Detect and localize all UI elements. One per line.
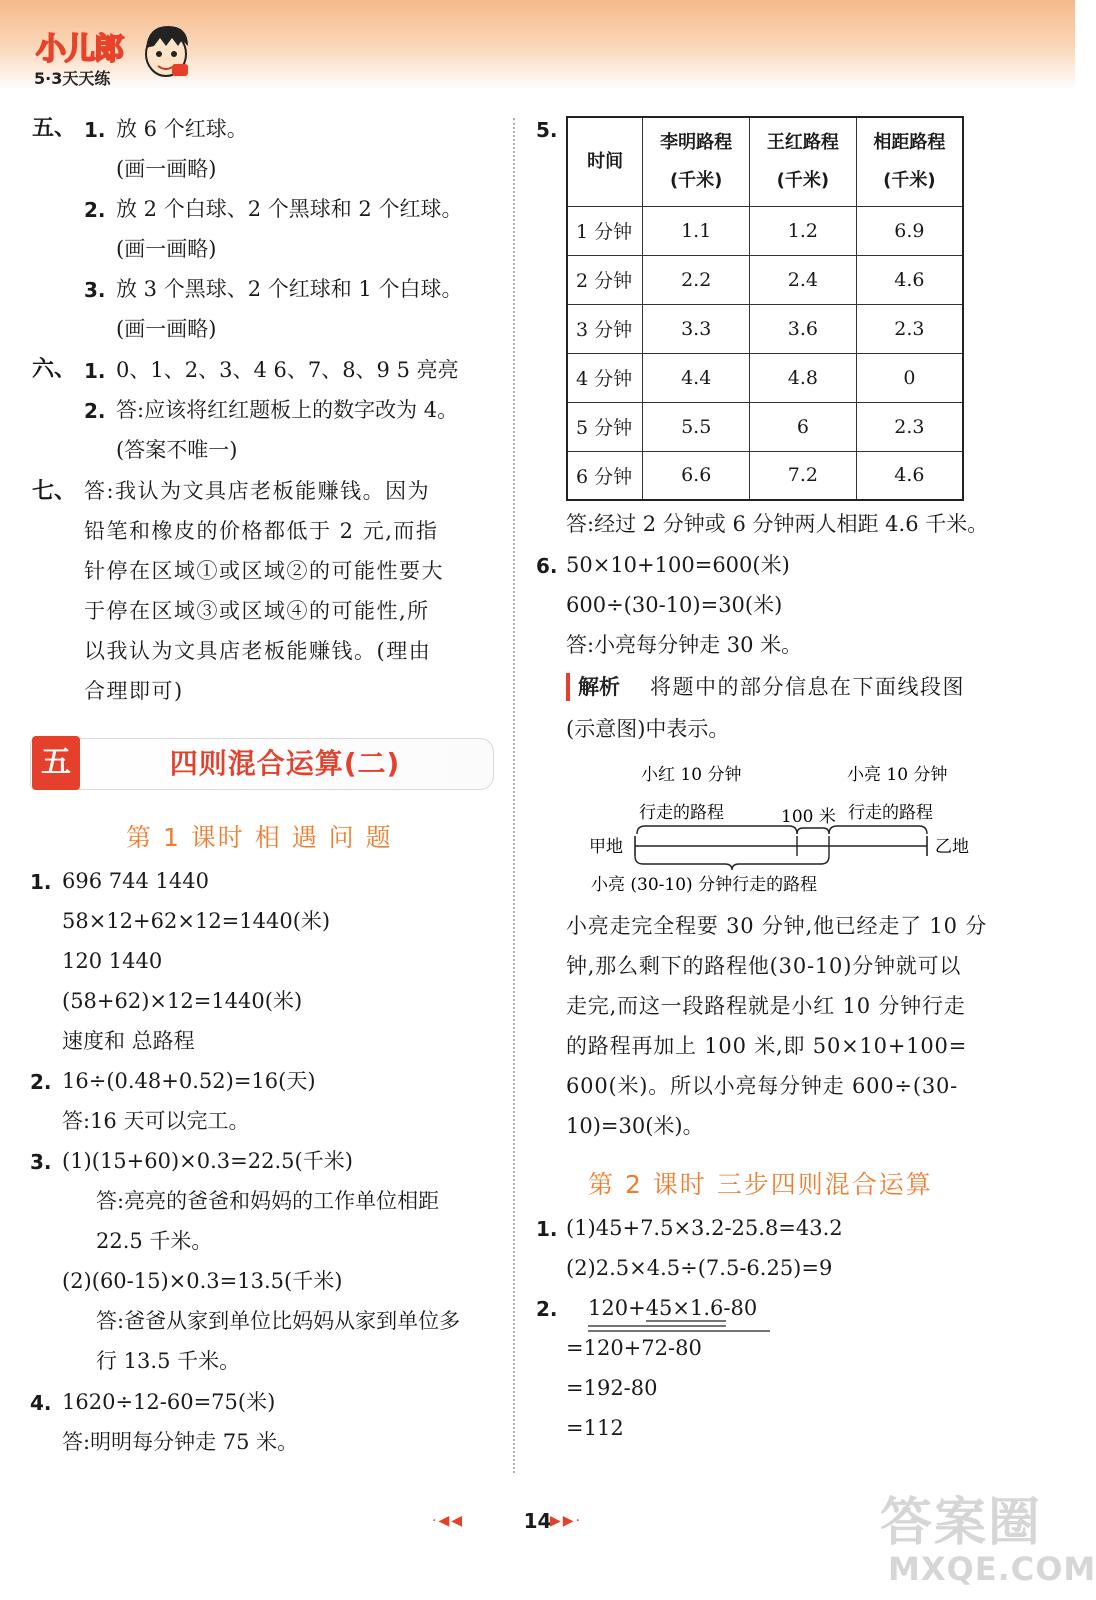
order-underlines (586, 1318, 772, 1334)
ex5-answer: 答:经过 2 分钟或 6 分钟两人相距 4.6 千米。 (566, 512, 989, 536)
table-cell: 5 分钟 (567, 402, 643, 451)
diagram-label-top-right: 小亮 10 分钟 (847, 765, 948, 785)
q5-item1-note: (画一画略) (116, 157, 217, 181)
q5-item2-num: 2. (84, 198, 106, 222)
analysis-text: 将题中的部分信息在下面线段图 (650, 675, 965, 699)
q6-item1-num: 1. (84, 359, 106, 383)
table-cell: 6.6 (643, 451, 750, 500)
brace-upper-left (637, 826, 797, 834)
q7-line: 答:我认为文具店老板能赚钱。因为 (84, 479, 431, 503)
table-cell: 4.4 (643, 353, 750, 402)
c1-line: (2)2.5×4.5÷(7.5-6.25)=9 (566, 1256, 833, 1280)
table-cell: 4.8 (750, 353, 857, 402)
line-segment-diagram (585, 756, 985, 902)
brand-subtitle: 5·3天天练 (34, 69, 111, 88)
analysis-tag: 解析 (566, 673, 620, 701)
q7-line: 于停在区域③或区域④的可能性,所 (84, 599, 430, 623)
ex3-part2-answer: 行 13.5 千米。 (96, 1349, 241, 1373)
table-cell: 3.3 (643, 304, 750, 353)
q6-item2-note: (答案不唯一) (116, 438, 238, 462)
explain-line: 小亮走完全程要 30 分钟,他已经走了 10 分 (566, 914, 988, 938)
q6-item2-num: 2. (84, 399, 106, 423)
q5-item2-text: 放 2 个白球、2 个黑球和 2 个红球。 (116, 197, 463, 221)
ex2-num: 2. (30, 1070, 52, 1094)
next-arrow-icon: ▶▶· (550, 1513, 582, 1529)
brace-lower (635, 856, 829, 870)
c2-line: =120+72-80 (566, 1336, 702, 1360)
table-cell: 5.5 (643, 402, 750, 451)
ex6-line: 答:小亮每分钟走 30 米。 (566, 633, 803, 657)
section-title: 四则混合运算(二) (169, 747, 401, 780)
ex1-line: 696 744 1440 (62, 869, 209, 893)
ex3-part2-answer: 答:爸爸从家到单位比妈妈从家到单位多 (96, 1309, 461, 1333)
table-header-cell: 相距路程 (千米) (856, 117, 963, 206)
table-header-cell: 王红路程 (千米) (750, 117, 857, 206)
table-cell: 7.2 (750, 451, 857, 500)
ex1-line: 58×12+62×12=1440(米) (62, 909, 331, 933)
ex1-line: 速度和 总路程 (62, 1029, 195, 1053)
q6-item2-text: 答:应该将红红题板上的数字改为 4。 (116, 398, 459, 422)
diagram-label-end: 乙地 (935, 837, 969, 857)
table-row (567, 402, 963, 451)
table-row (567, 353, 963, 402)
brand-name: 小儿郎 (36, 32, 123, 67)
table-cell: 3 分钟 (567, 304, 643, 353)
table-cell: 1.1 (643, 206, 750, 255)
explain-line: 600(米)。所以小亮每分钟走 600÷(30- (566, 1074, 959, 1098)
q6-item1-text: 0、1、2、3、4 6、7、8、9 5 亮亮 (116, 358, 459, 382)
diagram-label-mid-left: 行走的路程 (639, 803, 724, 823)
c2-line: =112 (566, 1416, 624, 1440)
diagram-label-start: 甲地 (589, 837, 623, 857)
ex3-part1: (1)(15+60)×0.3=22.5(千米) (62, 1149, 353, 1173)
q5-item1-num: 1. (84, 118, 106, 142)
watermark (880, 1480, 1096, 1595)
table-cell: 1 分钟 (567, 206, 643, 255)
explain-line: 10)=30(米)。 (566, 1114, 704, 1138)
table-cell: 4 分钟 (567, 353, 643, 402)
prev-arrow-icon: ·◀◀ (432, 1513, 464, 1529)
q5-item3-note: (画一画略) (116, 317, 217, 341)
table-cell: 4.6 (856, 255, 963, 304)
ex4-line: 答:明明每分钟走 75 米。 (62, 1430, 299, 1454)
q7-line: 铅笔和橡皮的价格都低于 2 元,而指 (84, 519, 439, 543)
table-row (567, 206, 963, 255)
q5-item3-text: 放 3 个黑球、2 个红球和 1 个白球。 (116, 277, 463, 301)
column-divider (513, 118, 515, 1473)
q6-label: 六、 (32, 357, 77, 382)
table-cell: 1.2 (750, 206, 857, 255)
c2-line: =192-80 (566, 1376, 658, 1400)
table-cell: 2 分钟 (567, 255, 643, 304)
ex6-num: 6. (536, 554, 558, 578)
ex1-num: 1. (30, 870, 52, 894)
ex3-part1-answer: 答:亮亮的爸爸和妈妈的工作单位相距 (96, 1189, 440, 1213)
diagram-label-bottom: 小亮 (30-10) 分钟行走的路程 (591, 875, 818, 895)
page-number: 14 (523, 1509, 552, 1533)
brace-gap (797, 828, 829, 834)
table-header-cell: 时间 (567, 117, 643, 206)
table-row (567, 304, 963, 353)
brand-logo (28, 22, 198, 92)
ex6-line: 50×10+100=600(米) (566, 553, 790, 577)
ex2-line: 答:16 天可以完工。 (62, 1109, 250, 1133)
explain-line: 走完,而这一段路程就是小红 10 分钟行走 (566, 994, 966, 1018)
analysis-text: (示意图)中表示。 (566, 717, 730, 741)
table-cell: 2.4 (750, 255, 857, 304)
ex4-line: 1620÷12-60=75(米) (62, 1390, 276, 1414)
q5-item3-num: 3. (84, 278, 106, 302)
section-badge: 五 (32, 736, 80, 790)
ex3-num: 3. (30, 1150, 52, 1174)
diagram-label-mid-right: 行走的路程 (848, 803, 933, 823)
q7-line: 针停在区域①或区域②的可能性要大 (84, 559, 444, 583)
ex6-line: 600÷(30-10)=30(米) (566, 593, 783, 617)
c2-num: 2. (536, 1297, 558, 1321)
watermark-bottom: MXQE.COM (888, 1550, 1096, 1588)
lesson2-title: 第 2 课时 三步四则混合运算 (588, 1170, 933, 1199)
q7-label: 七、 (32, 479, 77, 504)
c1-num: 1. (536, 1217, 558, 1241)
mascot-icon (138, 20, 194, 84)
explain-line: 的路程再加上 100 米,即 50×10+100= (566, 1034, 968, 1058)
diagram-label-top-left: 小红 10 分钟 (641, 765, 742, 785)
ex3-part1-answer: 22.5 千米。 (96, 1229, 213, 1253)
table-header-row (567, 117, 963, 206)
table-row (567, 451, 963, 500)
ex1-line: (58+62)×12=1440(米) (62, 989, 303, 1013)
q5-item2-note: (画一画略) (116, 237, 217, 261)
brace-upper-right (829, 826, 927, 834)
ex3-part2: (2)(60-15)×0.3=13.5(千米) (62, 1269, 343, 1293)
table-cell: 6.9 (856, 206, 963, 255)
table-cell: 0 (856, 353, 963, 402)
watermark-top: 答案圈 (880, 1493, 1043, 1553)
ex1-line: 120 1440 (62, 949, 163, 973)
diagram-label-gap: 100 米 (781, 807, 836, 827)
ex4-num: 4. (30, 1391, 52, 1415)
ex2-line: 16÷(0.48+0.52)=16(天) (62, 1069, 316, 1093)
table-cell: 6 分钟 (567, 451, 643, 500)
q7-line: 合理即可) (84, 679, 184, 703)
q7-line: 以我认为文具店老板能赚钱。(理由 (84, 639, 432, 663)
table-row (567, 255, 963, 304)
table-cell: 2.2 (643, 255, 750, 304)
explain-line: 钟,那么剩下的路程他(30-10)分钟就可以 (566, 954, 962, 978)
q5-label: 五、 (32, 116, 77, 141)
table-cell: 2.3 (856, 402, 963, 451)
table-header-cell: 李明路程 (千米) (643, 117, 750, 206)
q5-item1-text: 放 6 个红球。 (116, 117, 248, 141)
c2-line: 120+45×1.6-80 (588, 1296, 758, 1320)
ex5-num: 5. (536, 118, 558, 142)
table-cell: 3.6 (750, 304, 857, 353)
c1-line: (1)45+7.5×3.2-25.8=43.2 (566, 1216, 843, 1240)
distance-table (566, 116, 964, 501)
table-cell: 6 (750, 402, 857, 451)
lesson1-title: 第 1 课时 相 遇 问 题 (126, 823, 393, 852)
table-cell: 2.3 (856, 304, 963, 353)
table-cell: 4.6 (856, 451, 963, 500)
